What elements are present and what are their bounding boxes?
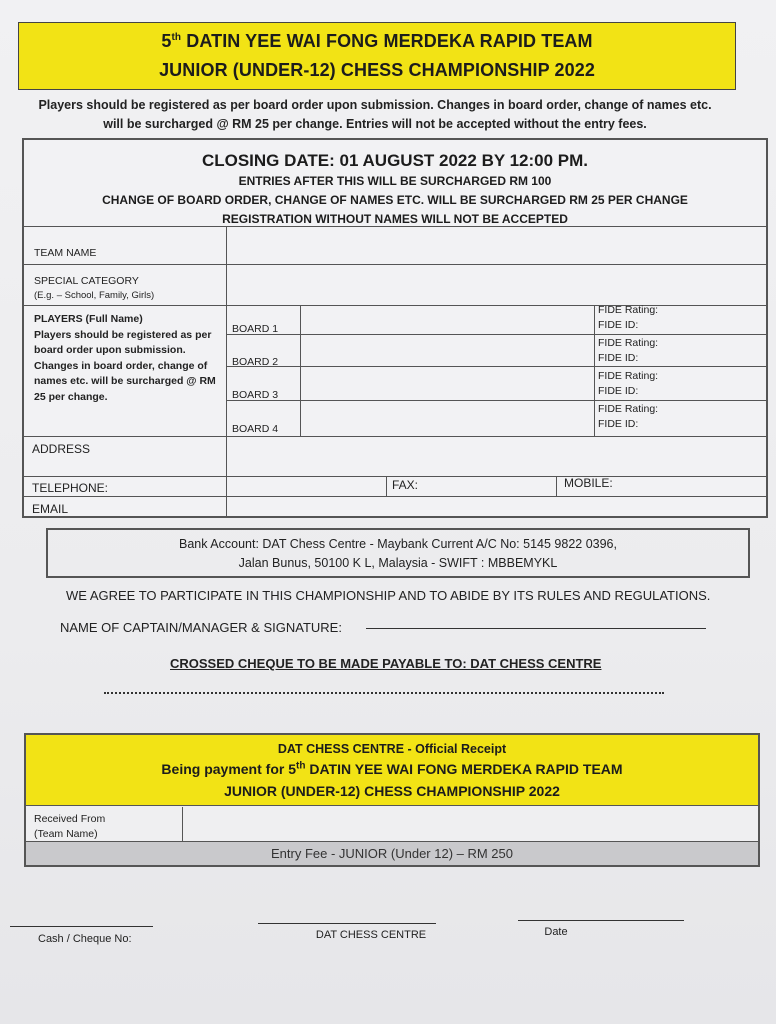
board-2-fide-rating: FIDE Rating: — [598, 337, 659, 349]
divider — [24, 476, 766, 477]
email-label: EMAIL — [32, 502, 69, 516]
divider — [226, 400, 766, 401]
divider — [226, 366, 766, 367]
receipt-payment-line: Being payment for 5th DATIN YEE WAI FONG MERDEKA RAPID TEAM — [161, 760, 623, 777]
board-2-label: BOARD 2 — [232, 356, 279, 368]
title-banner — [18, 22, 736, 90]
received-from-label: Received From — [34, 813, 106, 825]
bank-details — [46, 528, 750, 578]
entry-fee-bar: Entry Fee - JUNIOR (Under 12) – RM 250 — [26, 842, 758, 865]
agreement-text: WE AGREE TO PARTICIPATE IN THIS CHAMPIONSHIP AND TO ABIDE BY ITS RULES AND REGULATIONS. — [66, 588, 711, 603]
board-4-fide-id: FIDE ID: — [598, 418, 639, 430]
board-1-fide-rating: FIDE Rating: — [598, 304, 659, 316]
special-category-hint: (E.g. – School, Family, Girls) — [34, 290, 155, 301]
divider — [556, 476, 557, 496]
telephone-label: TELEPHONE: — [32, 481, 109, 495]
dotted-cut-line — [104, 692, 664, 694]
board-3-fide-id: FIDE ID: — [598, 385, 639, 397]
bank-line-1: Bank Account: DAT Chess Centre - Maybank Current A/C No: 5145 9822 0396, — [179, 537, 617, 551]
divider — [24, 436, 766, 437]
divider — [300, 305, 301, 436]
address-label: ADDRESS — [32, 442, 91, 456]
date-label: Date — [544, 926, 568, 938]
cash-cheque-label: Cash / Cheque No: — [38, 933, 132, 945]
board-3-label: BOARD 3 — [232, 389, 279, 401]
date-line — [518, 920, 684, 921]
title-line-2: JUNIOR (UNDER-12) CHESS CHAMPIONSHIP 2022 — [159, 60, 595, 80]
official-receipt — [24, 733, 760, 867]
change-surcharge-note: CHANGE OF BOARD ORDER, CHANGE OF NAMES ETC. WILL BE SURCHARGED RM 25 PER CHANGE — [102, 193, 688, 207]
receipt-heading: DAT CHESS CENTRE - Official Receipt — [277, 742, 507, 756]
board-4-fide-rating: FIDE Rating: — [598, 403, 659, 415]
receipt-championship-line: JUNIOR (UNDER-12) CHESS CHAMPIONSHIP 2022 — [224, 783, 560, 799]
divider — [226, 334, 766, 335]
board-4-label: BOARD 4 — [232, 423, 279, 435]
board-1-fide-id: FIDE ID: — [598, 319, 639, 331]
board-2-fide-id: FIDE ID: — [598, 352, 639, 364]
intro-text: Players should be registered as per board order upon submission. Changes in board order, change of names etc. will be surcharged @ RM 25 per change. Entries will not be accepted without the entry fees. — [38, 98, 712, 131]
title-line-1: 5th DATIN YEE WAI FONG MERDEKA RAPID TEAM — [161, 31, 593, 51]
players-note: Players should be registered as per board order upon submission. Changes in board order, change of names etc. will be surcharged @ RM 25 per change. — [34, 328, 216, 403]
cash-cheque-line — [10, 926, 153, 927]
divider — [594, 305, 595, 436]
board-1-label: BOARD 1 — [232, 323, 279, 335]
divider — [24, 496, 766, 497]
receipt-header — [26, 735, 758, 806]
mobile-label: MOBILE: — [564, 476, 613, 490]
receipt-ordinal-suffix: th — [296, 760, 306, 772]
team-name-label: TEAM NAME — [34, 247, 97, 259]
divider — [24, 264, 766, 265]
ordinal-suffix: th — [171, 32, 182, 43]
divider — [24, 226, 766, 227]
special-category-label: SPECIAL CATEGORY — [34, 275, 139, 287]
closing-date: CLOSING DATE: 01 AUGUST 2022 BY 12:00 PM. — [201, 151, 589, 170]
bank-line-2: Jalan Bunus, 50100 K L, Malaysia - SWIFT : MBBEMYKL — [238, 556, 558, 570]
captain-signature-line — [366, 628, 706, 629]
board-3-fide-rating: FIDE Rating: — [598, 370, 659, 382]
cheque-payable-text: CROSSED CHEQUE TO BE MADE PAYABLE TO: DAT CHESS CENTRE — [170, 656, 602, 671]
registration-form — [22, 138, 768, 518]
divider — [386, 476, 387, 496]
captain-label: NAME OF CAPTAIN/MANAGER & SIGNATURE: — [60, 620, 342, 635]
fax-label: FAX: — [392, 478, 419, 492]
received-from-row — [26, 807, 758, 842]
team-name-hint: (Team Name) — [34, 828, 98, 840]
players-label: PLAYERS (Full Name) — [34, 313, 143, 325]
centre-signature-label: DAT CHESS CENTRE — [315, 929, 427, 941]
divider — [226, 226, 227, 516]
late-entry-note: ENTRIES AFTER THIS WILL BE SURCHARGED RM 100 — [238, 174, 552, 188]
closing-notice — [24, 140, 766, 229]
names-required-note: REGISTRATION WITHOUT NAMES WILL NOT BE ACCEPTED — [222, 212, 568, 226]
players-section-label — [34, 312, 224, 405]
centre-signature-line — [258, 923, 436, 924]
divider — [182, 807, 183, 841]
